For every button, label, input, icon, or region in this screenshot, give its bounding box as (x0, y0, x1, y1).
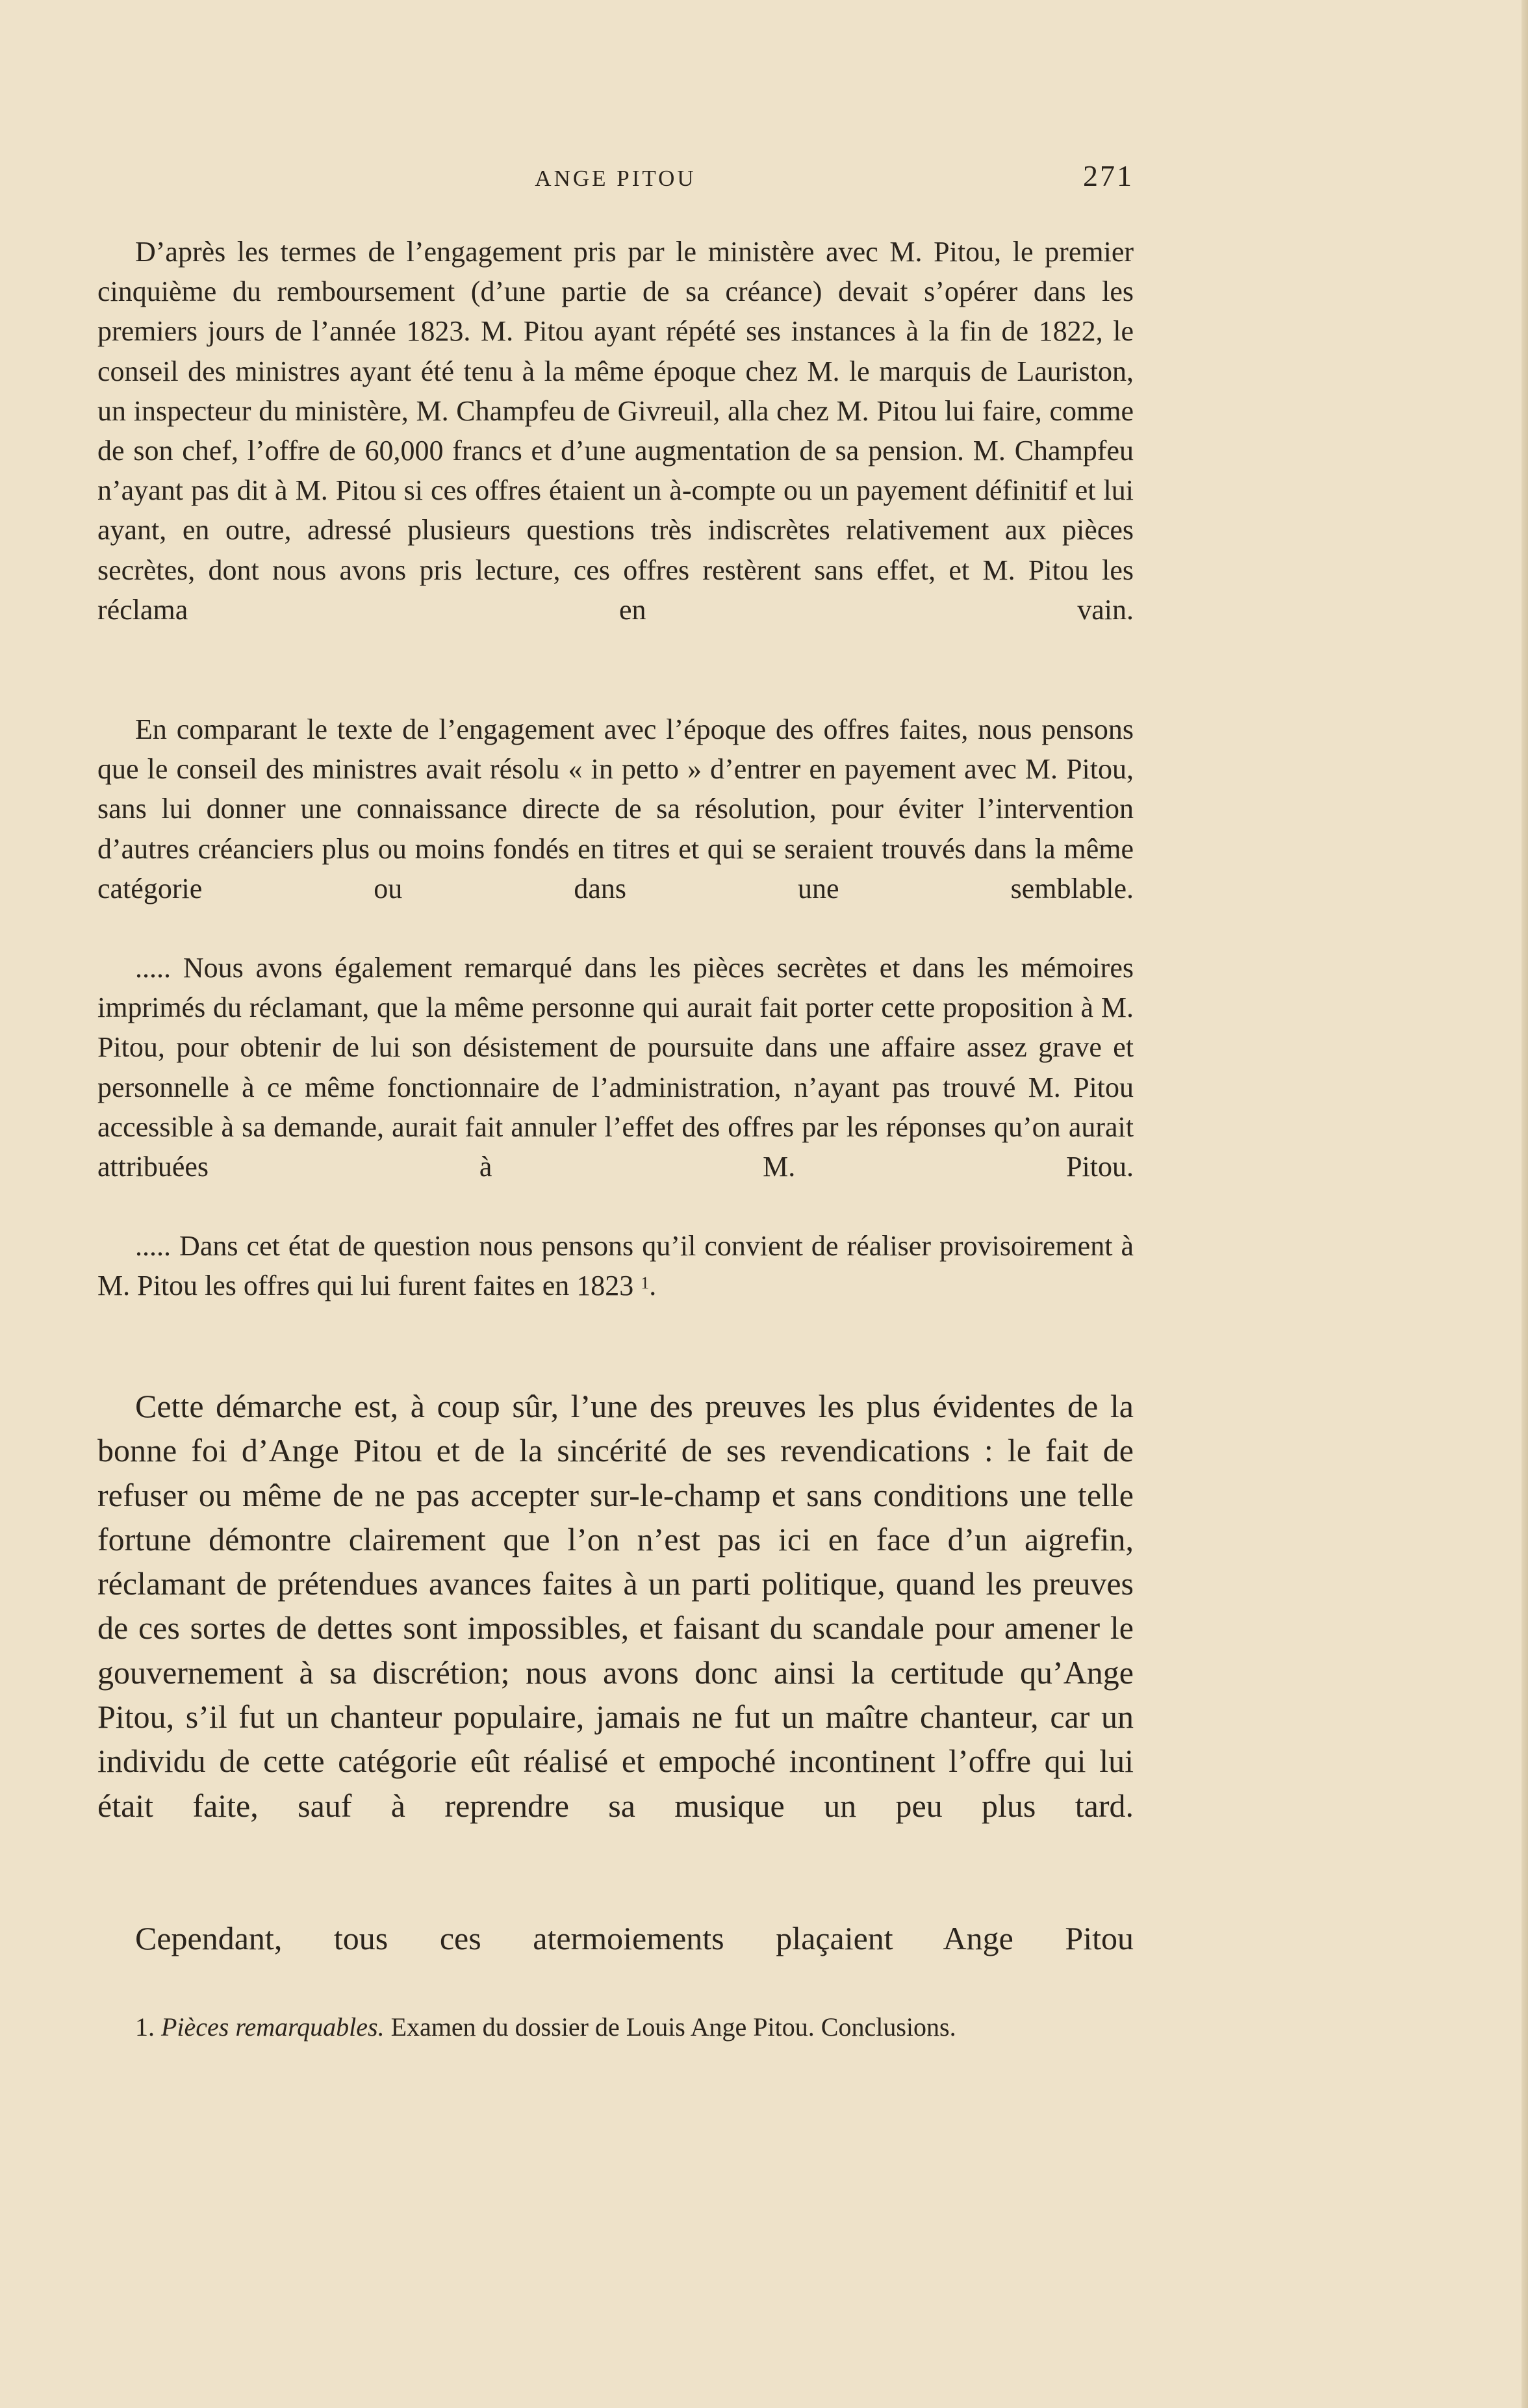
quote-paragraph-4-text: ..... Dans cet état de question nous pensons qu’il convient de réaliser provisoirement à M. Pitou les offres qui lui furent faites en 1823 (97, 1230, 1134, 1302)
quote-paragraph-1: D’après les termes de l’engagement pris par le ministère avec M. Pitou, le premier cinquième du remboursement (d’une partie de sa créance) devait s’opérer dans les premiers jours de l’année 1823. M. Pitou ayant répété ses instances à la fin de 1822, le conseil des ministres ayant été tenu à la même époque chez M. le marquis de Lauriston, un inspecteur du ministère, M. Champfeu de Givreuil, alla chez M. Pitou lui faire, comme de son chef, l’offre de 60,000 francs et d’une augmentation de sa pension. M. Champfeu n’ayant pas dit à M. Pitou si ces offres étaient un à-compte ou un payement définitif et lui ayant, en outre, adressé plusieurs questions très indiscrètes relativement aux pièces secrètes, dont nous avons pris lecture, ces offres restèrent sans effet, et M. Pitou les réclama en vain. (97, 236, 1134, 626)
running-title: ANGE PITOU (535, 166, 696, 191)
footnote-number: 1. (135, 2012, 155, 2042)
quote-paragraph-4 (97, 1226, 1134, 1305)
quote-paragraph-2: En comparant le texte de l’engagement avec l’époque des offres faites, nous pensons que le conseil des ministres avait résolu « in petto » d’entrer en payement avec M. Pitou, sans lui donner une connaissance directe de sa résolution, pour éviter l’intervention d’autres créanciers plus ou moins fondés en titres et qui se seraient trouvés dans la même catégorie ou dans une semblable. (97, 713, 1134, 904)
page-number: 271 (1083, 159, 1134, 192)
body-paragraph-2: Cependant, tous ces atermoiements plaçaient Ange Pitou (135, 1920, 1134, 1956)
quote-paragraph-3: ..... Nous avons également remarqué dans les pièces secrètes et dans les mémoires imprimés du réclamant, que la même personne qui aurait fait porter cette proposition à M. Pitou, pour obtenir de lui son désistement de poursuite dans une affaire assez grave et personnelle à ce même fonctionnaire de l’administration, n’ayant pas trouvé M. Pitou accessible à sa demande, aurait fait annuler l’effet des offres par les réponses qu’on aurait attribuées à M. Pitou. (97, 952, 1134, 1183)
body-paragraph-1: Cette démarche est, à coup sûr, l’une des preuves les plus évidentes de la bonne foi d’Ange Pitou et de la sincérité de ses revendications : le fait de refuser ou même de ne pas accepter sur-le-champ et sans conditions une telle fortune démontre clairement que l’on n’est pas ici en face d’un aigrefin, réclamant de prétendues avances faites à un parti politique, quand les preuves de ces sortes de dettes sont impossibles, et faisant du scandale pour amener le gouvernement à sa discrétion; nous avons donc ainsi la certitude qu’Ange Pitou, s’il fut un chanteur populaire, jamais ne fut un maître chanteur, car un individu de cette catégorie eût réalisé et empoché incontinent l’offre qui lui était faite, sauf à reprendre sa musique un peu plus tard. (97, 1388, 1134, 1824)
footnote-reference: 1 (641, 1274, 650, 1293)
quote-paragraph-4-end: . (649, 1270, 657, 1302)
running-head (97, 159, 1134, 198)
footnote (97, 2009, 1134, 2045)
page-edge (1522, 0, 1528, 2408)
footnote-text: Examen du dossier de Louis Ange Pitou. Conclusions. (390, 2012, 956, 2042)
footnote-title: Pièces remarquables. (161, 2012, 385, 2042)
